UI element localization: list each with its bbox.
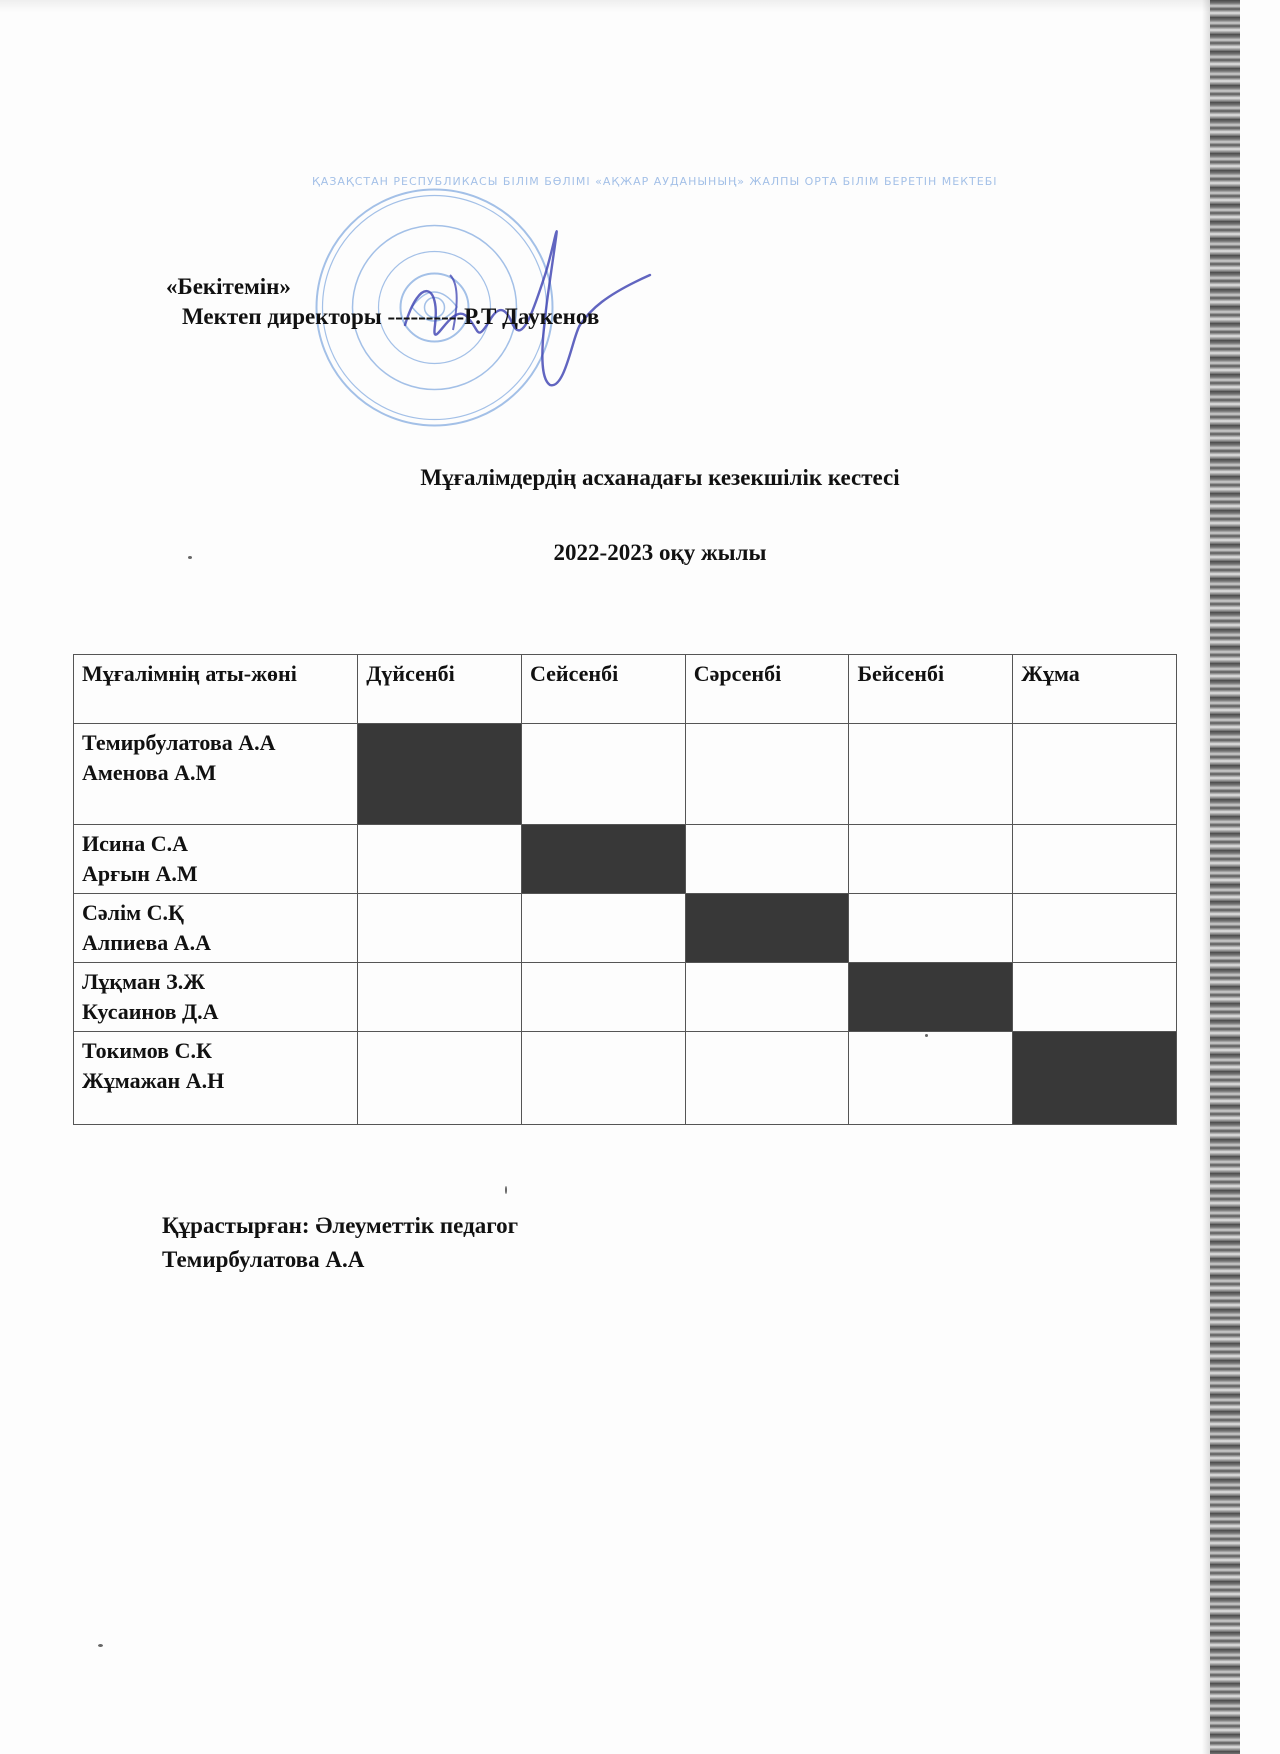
table-row bbox=[74, 825, 1177, 894]
column-header-teacher: Мұғалімнің аты-жөні bbox=[74, 655, 358, 724]
duty-cell-tuesday bbox=[522, 825, 686, 894]
duty-cell-wednesday bbox=[685, 894, 849, 963]
teacher-name: Сәлім С.Қ bbox=[82, 900, 184, 925]
teacher-names-cell bbox=[74, 724, 358, 825]
empty-cell-tuesday bbox=[522, 894, 686, 963]
empty-cell-monday bbox=[358, 894, 522, 963]
empty-cell-thursday bbox=[849, 894, 1013, 963]
empty-cell-thursday bbox=[849, 724, 1013, 825]
compiler-name: Темирбулатова А.А bbox=[162, 1247, 365, 1272]
empty-cell-friday bbox=[1013, 825, 1177, 894]
column-header-friday: Жұма bbox=[1013, 655, 1177, 724]
table-header-row bbox=[74, 655, 1177, 724]
teacher-names-cell bbox=[74, 825, 358, 894]
director-line: Мектеп директоры ----------Р.Т Даукенов bbox=[182, 304, 600, 329]
teacher-names-cell bbox=[74, 894, 358, 963]
empty-cell-wednesday bbox=[685, 1032, 849, 1125]
stamp-ring-text: ҚАЗАҚСТАН РЕСПУБЛИКАСЫ БІЛІМ БӨЛІМІ «АҚЖАР АУДАНЫНЫҢ» ЖАЛПЫ ОРТА БІЛІМ БЕРЕТІН МЕКТЕБІ bbox=[312, 175, 998, 188]
empty-cell-friday bbox=[1013, 963, 1177, 1032]
compiled-by-block bbox=[162, 1209, 518, 1277]
column-header-tuesday: Сейсенбі bbox=[522, 655, 686, 724]
column-header-wednesday: Сәрсенбі bbox=[685, 655, 849, 724]
teacher-name: Аменова А.М bbox=[82, 760, 217, 785]
table-row bbox=[74, 963, 1177, 1032]
teacher-name: Жұмажан А.Н bbox=[82, 1068, 225, 1093]
teacher-name: Кусаинов Д.А bbox=[82, 999, 219, 1024]
compiled-by-label: Құрастырған: Әлеуметтік педагог bbox=[162, 1213, 519, 1238]
empty-cell-friday bbox=[1013, 894, 1177, 963]
teacher-name: Алпиева А.А bbox=[82, 930, 212, 955]
table-row bbox=[74, 1032, 1177, 1125]
empty-cell-tuesday bbox=[522, 724, 686, 825]
scan-speck bbox=[188, 556, 192, 559]
teacher-name: Токимов С.К bbox=[82, 1038, 212, 1063]
column-header-thursday: Бейсенбі bbox=[849, 655, 1013, 724]
teacher-name: Лұқман З.Ж bbox=[82, 969, 205, 994]
empty-cell-friday bbox=[1013, 724, 1177, 825]
approval-block bbox=[166, 272, 599, 332]
empty-cell-thursday bbox=[849, 1032, 1013, 1125]
empty-cell-wednesday bbox=[685, 825, 849, 894]
teacher-names-cell bbox=[74, 1032, 358, 1125]
teacher-name: Темирбулатова А.А bbox=[82, 730, 276, 755]
approval-label: «Бекітемін» bbox=[166, 274, 291, 299]
document-title: Мұғалімдердің асханадағы кезекшілік кестесі bbox=[420, 465, 900, 490]
scan-edge-shadow bbox=[1202, 0, 1210, 1754]
scan-speck bbox=[505, 1186, 507, 1194]
teacher-name: Арғын А.М bbox=[82, 861, 198, 886]
duty-cell-monday bbox=[358, 724, 522, 825]
column-header-monday: Дүйсенбі bbox=[358, 655, 522, 724]
scan-speck bbox=[98, 1644, 103, 1647]
teacher-name: Исина С.А bbox=[82, 831, 189, 856]
empty-cell-tuesday bbox=[522, 1032, 686, 1125]
teacher-names-cell bbox=[74, 963, 358, 1032]
empty-cell-tuesday bbox=[522, 963, 686, 1032]
duty-schedule-table bbox=[73, 654, 1177, 1125]
scan-edge bbox=[1210, 0, 1240, 1754]
table-row bbox=[74, 724, 1177, 825]
table-row bbox=[74, 894, 1177, 963]
empty-cell-monday bbox=[358, 825, 522, 894]
empty-cell-wednesday bbox=[685, 963, 849, 1032]
empty-cell-wednesday bbox=[685, 724, 849, 825]
scan-top-shadow bbox=[0, 0, 1240, 12]
duty-cell-friday bbox=[1013, 1032, 1177, 1125]
empty-cell-thursday bbox=[849, 825, 1013, 894]
academic-year: 2022-2023 оқу жылы bbox=[553, 540, 767, 565]
duty-cell-thursday bbox=[849, 963, 1013, 1032]
empty-cell-monday bbox=[358, 963, 522, 1032]
empty-cell-monday bbox=[358, 1032, 522, 1125]
scan-speck bbox=[925, 1034, 928, 1037]
